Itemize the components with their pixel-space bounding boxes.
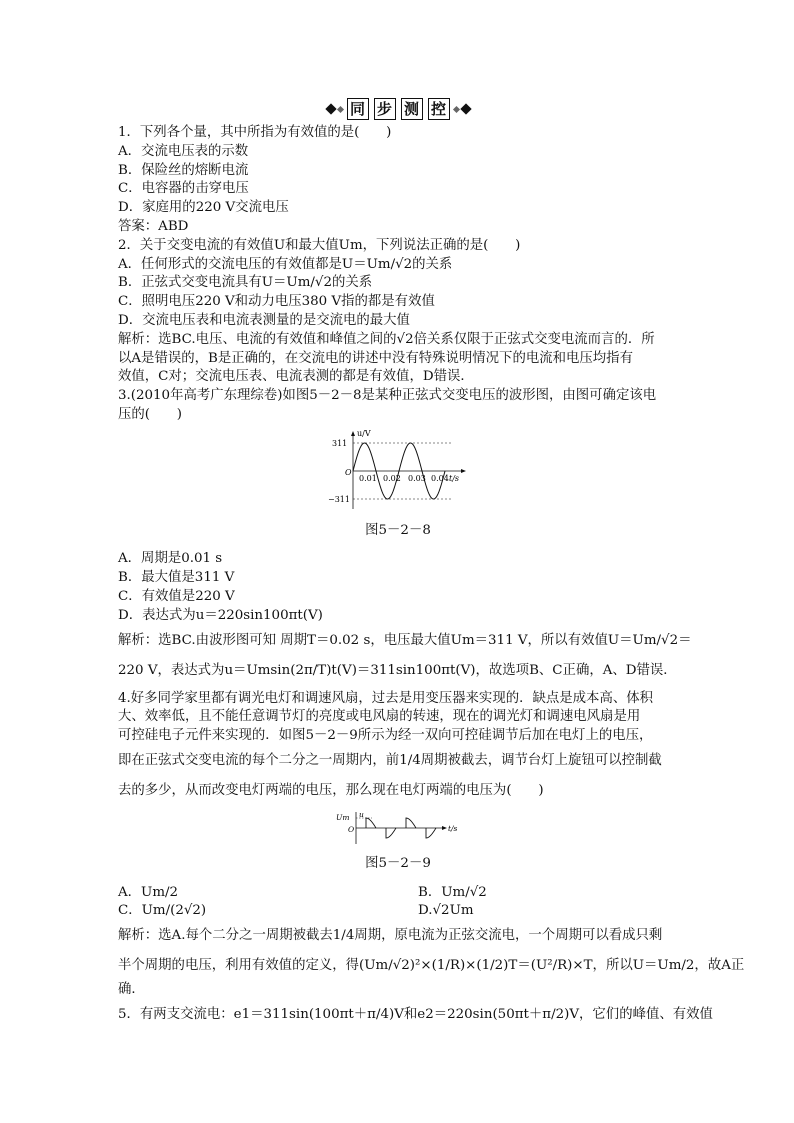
diamond-icon	[452, 105, 459, 112]
x-tick: 0.01	[359, 473, 377, 483]
analysis-line: 确．	[118, 982, 145, 998]
question-stem: 即在正弦式交变电流的每个二分之一周期内，前1/4周期被截去，调节台灯上旋钮可以控制截	[118, 752, 662, 768]
option-d: D.√2Um	[418, 903, 474, 919]
x-axis-label: t/s	[449, 473, 460, 483]
options-row	[118, 902, 678, 921]
x-axis-arrow	[461, 469, 466, 473]
option-a: A．交流电压表的示数	[118, 143, 249, 159]
header-char: 步	[374, 98, 396, 120]
option-c: C．Um/(2√2)	[118, 903, 207, 919]
analysis-line: 解析：选A.每个二分之一周期被截去1/4周期，原电流为正弦交流电，一个周期可以看成只剩	[118, 928, 663, 944]
header-char: 控	[428, 98, 450, 120]
x-axis-label: t/s	[448, 823, 458, 833]
analysis-line: 效值，C对；交流电压表、电流表测的都是有效值，D错误．	[118, 369, 474, 385]
analysis-line: 220 V，表达式为u＝Umsin(2π/T)t(V)＝311sin100πt(V)，故选项B、C正确，A、D错误．	[118, 662, 677, 678]
answer: 答案：ABD	[118, 218, 189, 234]
x-axis-arrow	[442, 826, 447, 830]
option-d: D．表达式为u＝220sin100πt(V)	[118, 607, 323, 623]
origin-label: O	[348, 824, 355, 834]
origin-label: O	[345, 467, 352, 477]
option-c: C．有效值是220 V	[118, 588, 235, 604]
diamond-icon	[325, 103, 336, 114]
diamond-icon	[336, 105, 343, 112]
question-stem: 3.(2010年高考广东理综卷)如图5－2－8是某种正弦式交变电压的波形图，由图可确定该电	[118, 388, 657, 404]
x-tick: 0.04	[431, 473, 449, 483]
question-stem: 2．关于交变电流的有效值U和最大值Um，下列说法正确的是( )	[118, 237, 521, 253]
option-b: B．正弦式交变电流具有U＝Um/√2的关系	[118, 275, 373, 291]
figure-caption: 图5－2－8	[365, 522, 431, 538]
analysis-line: 以A是错误的，B是正确的，在交流电的讲述中没有特殊说明情况下的电流和电压均指有	[118, 350, 633, 366]
chopped-wave-graph	[328, 810, 468, 846]
y-axis-label: u/V	[357, 428, 371, 438]
analysis-line: 半个周期的电压，利用有效值的定义，得(Um/√2)²×(1/R)×(1/2)T＝(U²/R)×T，所以U＝Um/2，故A正	[118, 958, 745, 974]
question-stem: 大、效率低，且不能任意调节灯的亮度或电风扇的转速，现在的调光灯和调速电风扇是用	[118, 709, 641, 725]
question-stem: 压的( )	[118, 406, 183, 422]
worksheet-page	[118, 96, 745, 1030]
question-3	[118, 387, 692, 685]
question-stem: 可控硅电子元件来实现的．如图5－2－9所示为经一双向可控硅调节后加在电灯上的电压，	[118, 728, 653, 744]
option-b: B．Um/√2	[418, 884, 487, 900]
option-a: A．任何形式的交流电压的有效值都是U＝Um/√2的关系	[118, 256, 453, 272]
question-2	[118, 237, 678, 387]
question-5	[118, 1000, 713, 1030]
y-max-label: Um	[336, 812, 350, 822]
section-header	[118, 96, 678, 122]
figure-caption: 图5－2－9	[365, 855, 431, 871]
option-b: B．最大值是311 V	[118, 570, 235, 586]
x-tick: 0.02	[383, 473, 401, 483]
y-axis-label: u	[359, 809, 364, 819]
option-c: C．照明电压220 V和动力电压380 V指的都是有效值	[118, 294, 435, 310]
option-a: A．Um/2	[118, 884, 179, 900]
analysis-line: 解析：选BC.电压、电流的有效值和峰值之间的√2倍关系仅限于正弦式交变电流而言的．所	[118, 331, 655, 347]
question-stem: 5．有两支交流电：e1＝311sin(100πt＋π/4)V和e2＝220sin(50πt＋π/2)V，它们的峰值、有效值	[118, 1006, 713, 1022]
question-stem: 4.好多同学家里都有调光电灯和调速风扇，过去是用变压器来实现的．缺点是成本高、体积	[118, 690, 654, 706]
y-tick-min: −311	[328, 494, 350, 504]
figure-5-2-8	[118, 429, 678, 520]
x-tick: 0.03	[408, 473, 426, 483]
figure-5-2-9	[118, 810, 678, 853]
option-d: D．交流电压表和电流表测量的是交流电的最大值	[118, 312, 410, 328]
y-tick-max: 311	[332, 438, 348, 448]
question-4	[118, 690, 745, 1000]
analysis-line: 解析：选BC.由波形图可知 周期T＝0.02 s，电压最大值Um＝311 V，所以有效值U＝Um/√2＝	[118, 632, 692, 648]
header-char: 测	[401, 98, 423, 120]
option-a: A．周期是0.01 s	[118, 551, 223, 567]
options-row	[118, 884, 678, 903]
question-stem: 1．下列各个量，其中所指为有效值的是( )	[118, 125, 392, 140]
option-d: D．家庭用的220 V交流电压	[118, 200, 289, 216]
sine-waveform-graph	[323, 429, 473, 513]
option-c: C．电容器的击穿电压	[118, 181, 249, 197]
y-axis-arrow	[351, 431, 355, 436]
question-stem: 去的多少，从而改变电灯两端的电压，那么现在电灯两端的电压为( )	[118, 782, 544, 798]
header-char: 同	[347, 98, 369, 120]
option-b: B．保险丝的熔断电流	[118, 162, 249, 178]
question-1	[118, 124, 678, 237]
diamond-icon	[460, 103, 471, 114]
